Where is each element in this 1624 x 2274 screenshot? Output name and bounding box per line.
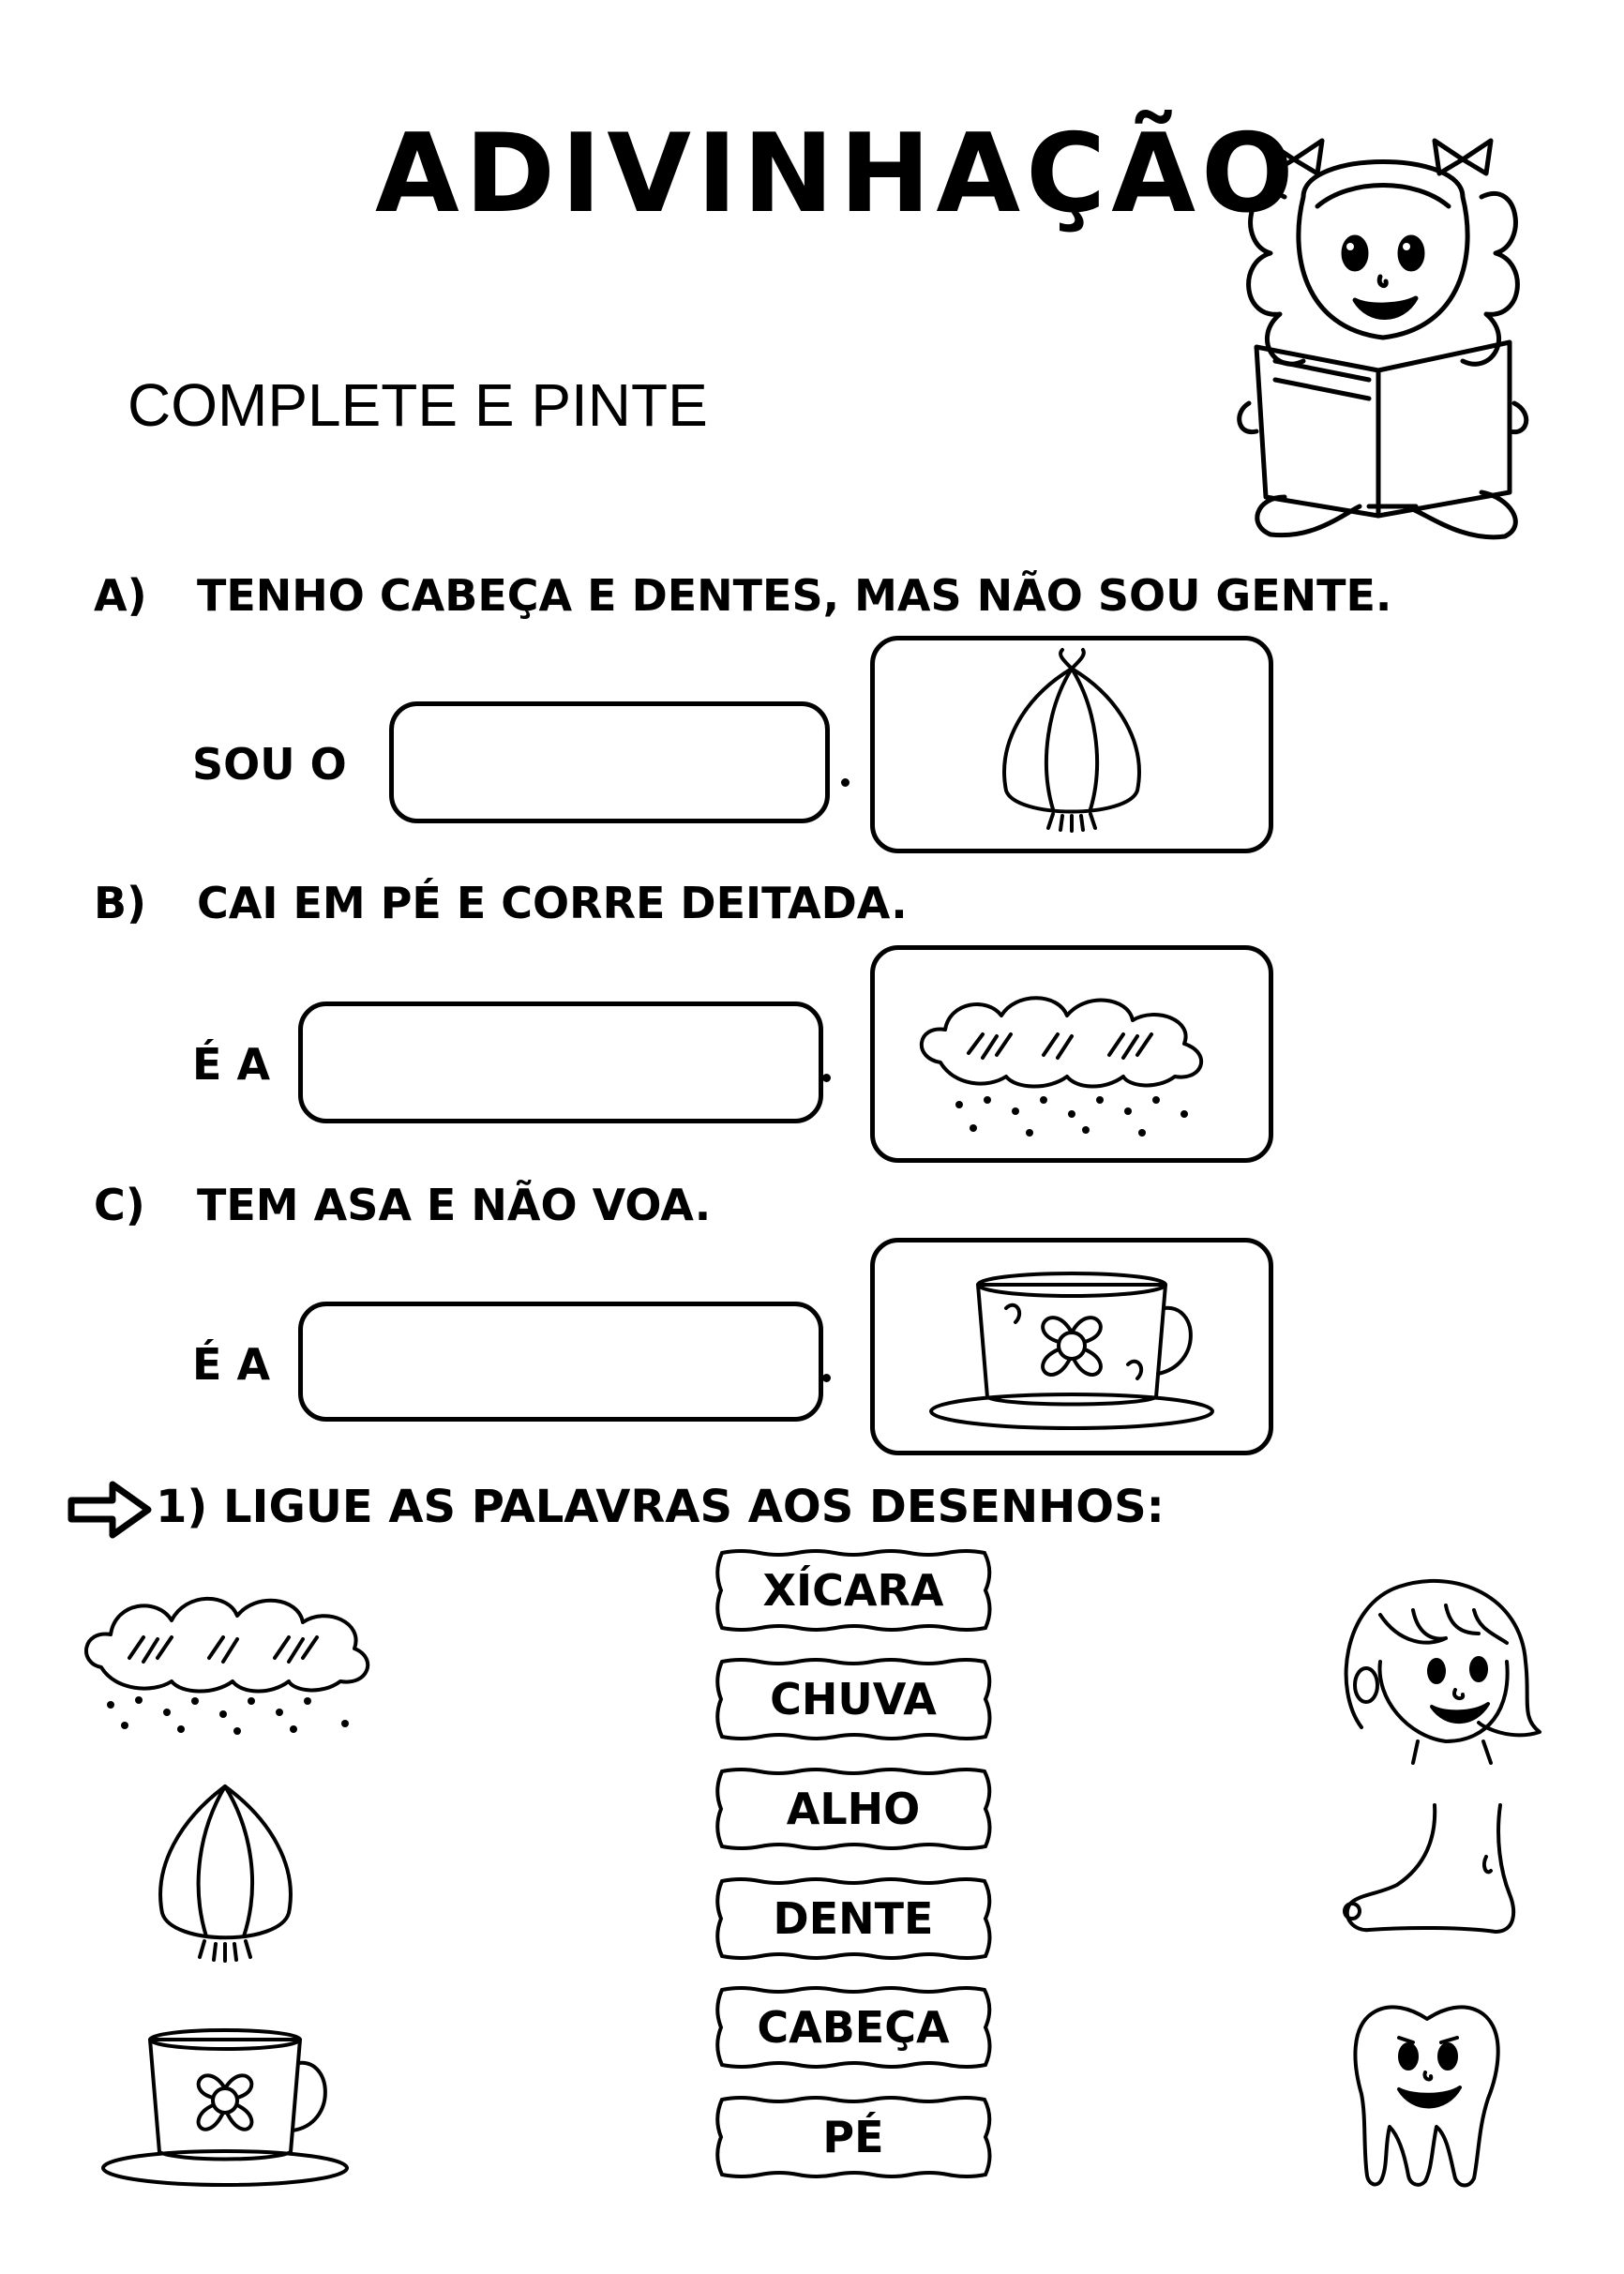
garlic-icon[interactable] <box>139 1777 312 1965</box>
riddle-c-letter: C) <box>94 1180 145 1230</box>
word-label: PÉ <box>822 2112 884 2162</box>
riddle-b-period <box>822 1074 831 1082</box>
riddle-c-text: TEM ASA E NÃO VOA. <box>197 1180 712 1230</box>
exercise-title: 1) LIGUE AS PALAVRAS AOS DESENHOS: <box>156 1481 1165 1533</box>
foot-icon[interactable] <box>1331 1800 1519 1941</box>
riddle-b-answer-field[interactable] <box>298 1001 823 1123</box>
word-label: CHUVA <box>770 1674 937 1724</box>
riddle-a-letter: A) <box>94 570 147 621</box>
riddle-c-answer-field[interactable] <box>298 1302 823 1422</box>
word-label: CABEÇA <box>757 2002 950 2053</box>
riddle-c-picture-frame <box>870 1238 1273 1455</box>
riddle-c-answer-label: É A <box>192 1339 271 1390</box>
word-box-cabeca[interactable] <box>708 1986 999 2069</box>
rain-cloud-icon <box>875 950 1269 1158</box>
girl-reading-icon <box>1228 122 1538 553</box>
page-title: ADIVINHAÇÃO <box>375 111 1300 237</box>
arrow-right-icon <box>66 1477 156 1543</box>
riddle-c-question <box>94 1180 712 1230</box>
cup-icon <box>875 1242 1269 1451</box>
word-label: DENTE <box>773 1893 934 1944</box>
word-box-dente[interactable] <box>708 1877 999 1960</box>
riddle-b-picture-frame <box>870 945 1273 1163</box>
riddle-b-answer-label: É A <box>192 1039 271 1090</box>
instruction-text: COMPLETE E PINTE <box>128 371 708 439</box>
riddle-a-question <box>94 570 1392 621</box>
exercise-heading <box>66 1477 1165 1543</box>
riddle-b-letter: B) <box>94 878 147 928</box>
word-box-alho[interactable] <box>708 1768 999 1850</box>
tooth-icon[interactable] <box>1343 1995 1511 2188</box>
riddle-a-period <box>841 778 850 787</box>
cup-icon[interactable] <box>94 2016 356 2194</box>
word-label: XÍCARA <box>762 1565 944 1616</box>
word-box-chuva[interactable] <box>708 1658 999 1740</box>
rain-cloud-icon[interactable] <box>73 1564 373 1738</box>
word-box-xicara[interactable] <box>708 1549 999 1632</box>
riddle-a-text: TENHO CABEÇA E DENTES, MAS NÃO SOU GENTE. <box>197 570 1392 621</box>
girl-head-icon[interactable] <box>1324 1559 1549 1765</box>
riddle-a-answer-field[interactable] <box>389 701 830 823</box>
riddle-a-picture-frame <box>870 636 1273 853</box>
riddle-b-text: CAI EM PÉ E CORRE DEITADA. <box>197 878 908 928</box>
riddle-a-answer-label: SOU O <box>192 739 347 790</box>
garlic-icon <box>875 640 1269 849</box>
word-box-pe[interactable] <box>708 2096 999 2178</box>
word-label: ALHO <box>786 1784 921 1834</box>
riddle-c-period <box>822 1374 831 1382</box>
riddle-b-question <box>94 878 908 928</box>
